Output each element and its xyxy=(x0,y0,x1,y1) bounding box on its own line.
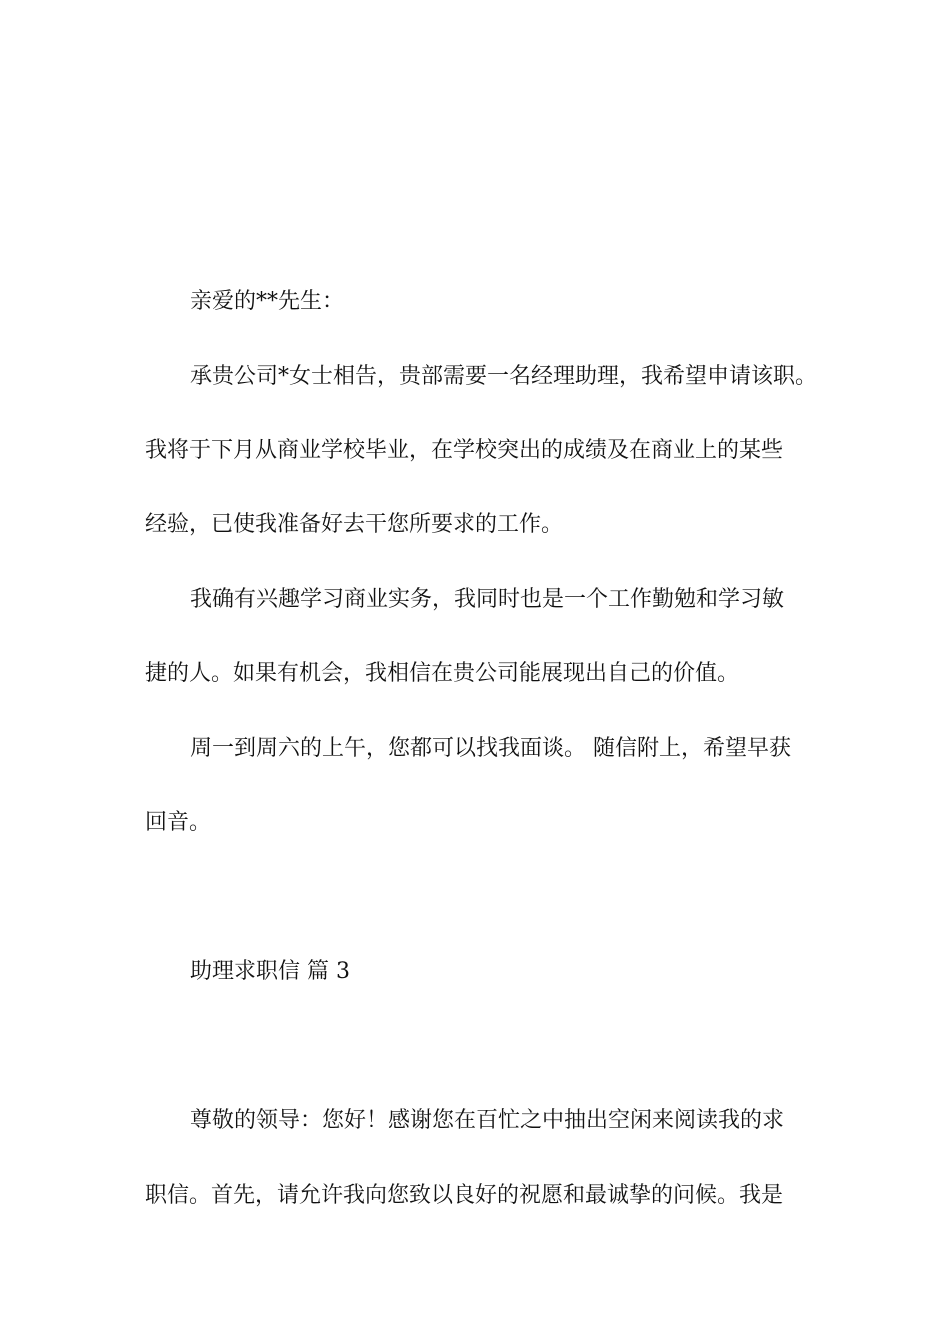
paragraph-3-line-1: 周一到周六的上午，您都可以找我面谈。 随信附上，希望早获 xyxy=(190,736,791,761)
paragraph-1-line-1: 承贵公司*女士相告，贵部需要一名经理助理，我希望申请该职。 xyxy=(190,364,818,389)
paragraph-3-line-2: 回音。 xyxy=(145,810,212,835)
paragraph-1-line-3: 经验，已使我准备好去干您所要求的工作。 xyxy=(145,512,564,537)
paragraph-4-line-2: 职信。首先，请允许我向您致以良好的祝愿和最诚挚的问候。我是 xyxy=(145,1183,784,1208)
paragraph-2-line-1: 我确有兴趣学习商业实务，我同时也是一个工作勤勉和学习敏 xyxy=(190,587,785,612)
letter-greeting: 亲爱的**先生： xyxy=(190,289,345,314)
paragraph-2-line-2: 捷的人。如果有机会，我相信在贵公司能展现出自己的价值。 xyxy=(145,661,740,686)
paragraph-4-line-1: 尊敬的领导：您好！感谢您在百忙之中抽出空闲来阅读我的求 xyxy=(190,1108,785,1133)
section-heading: 助理求职信 篇 3 xyxy=(190,959,350,984)
paragraph-1-line-2: 我将于下月从商业学校毕业，在学校突出的成绩及在商业上的某些 xyxy=(145,438,784,463)
